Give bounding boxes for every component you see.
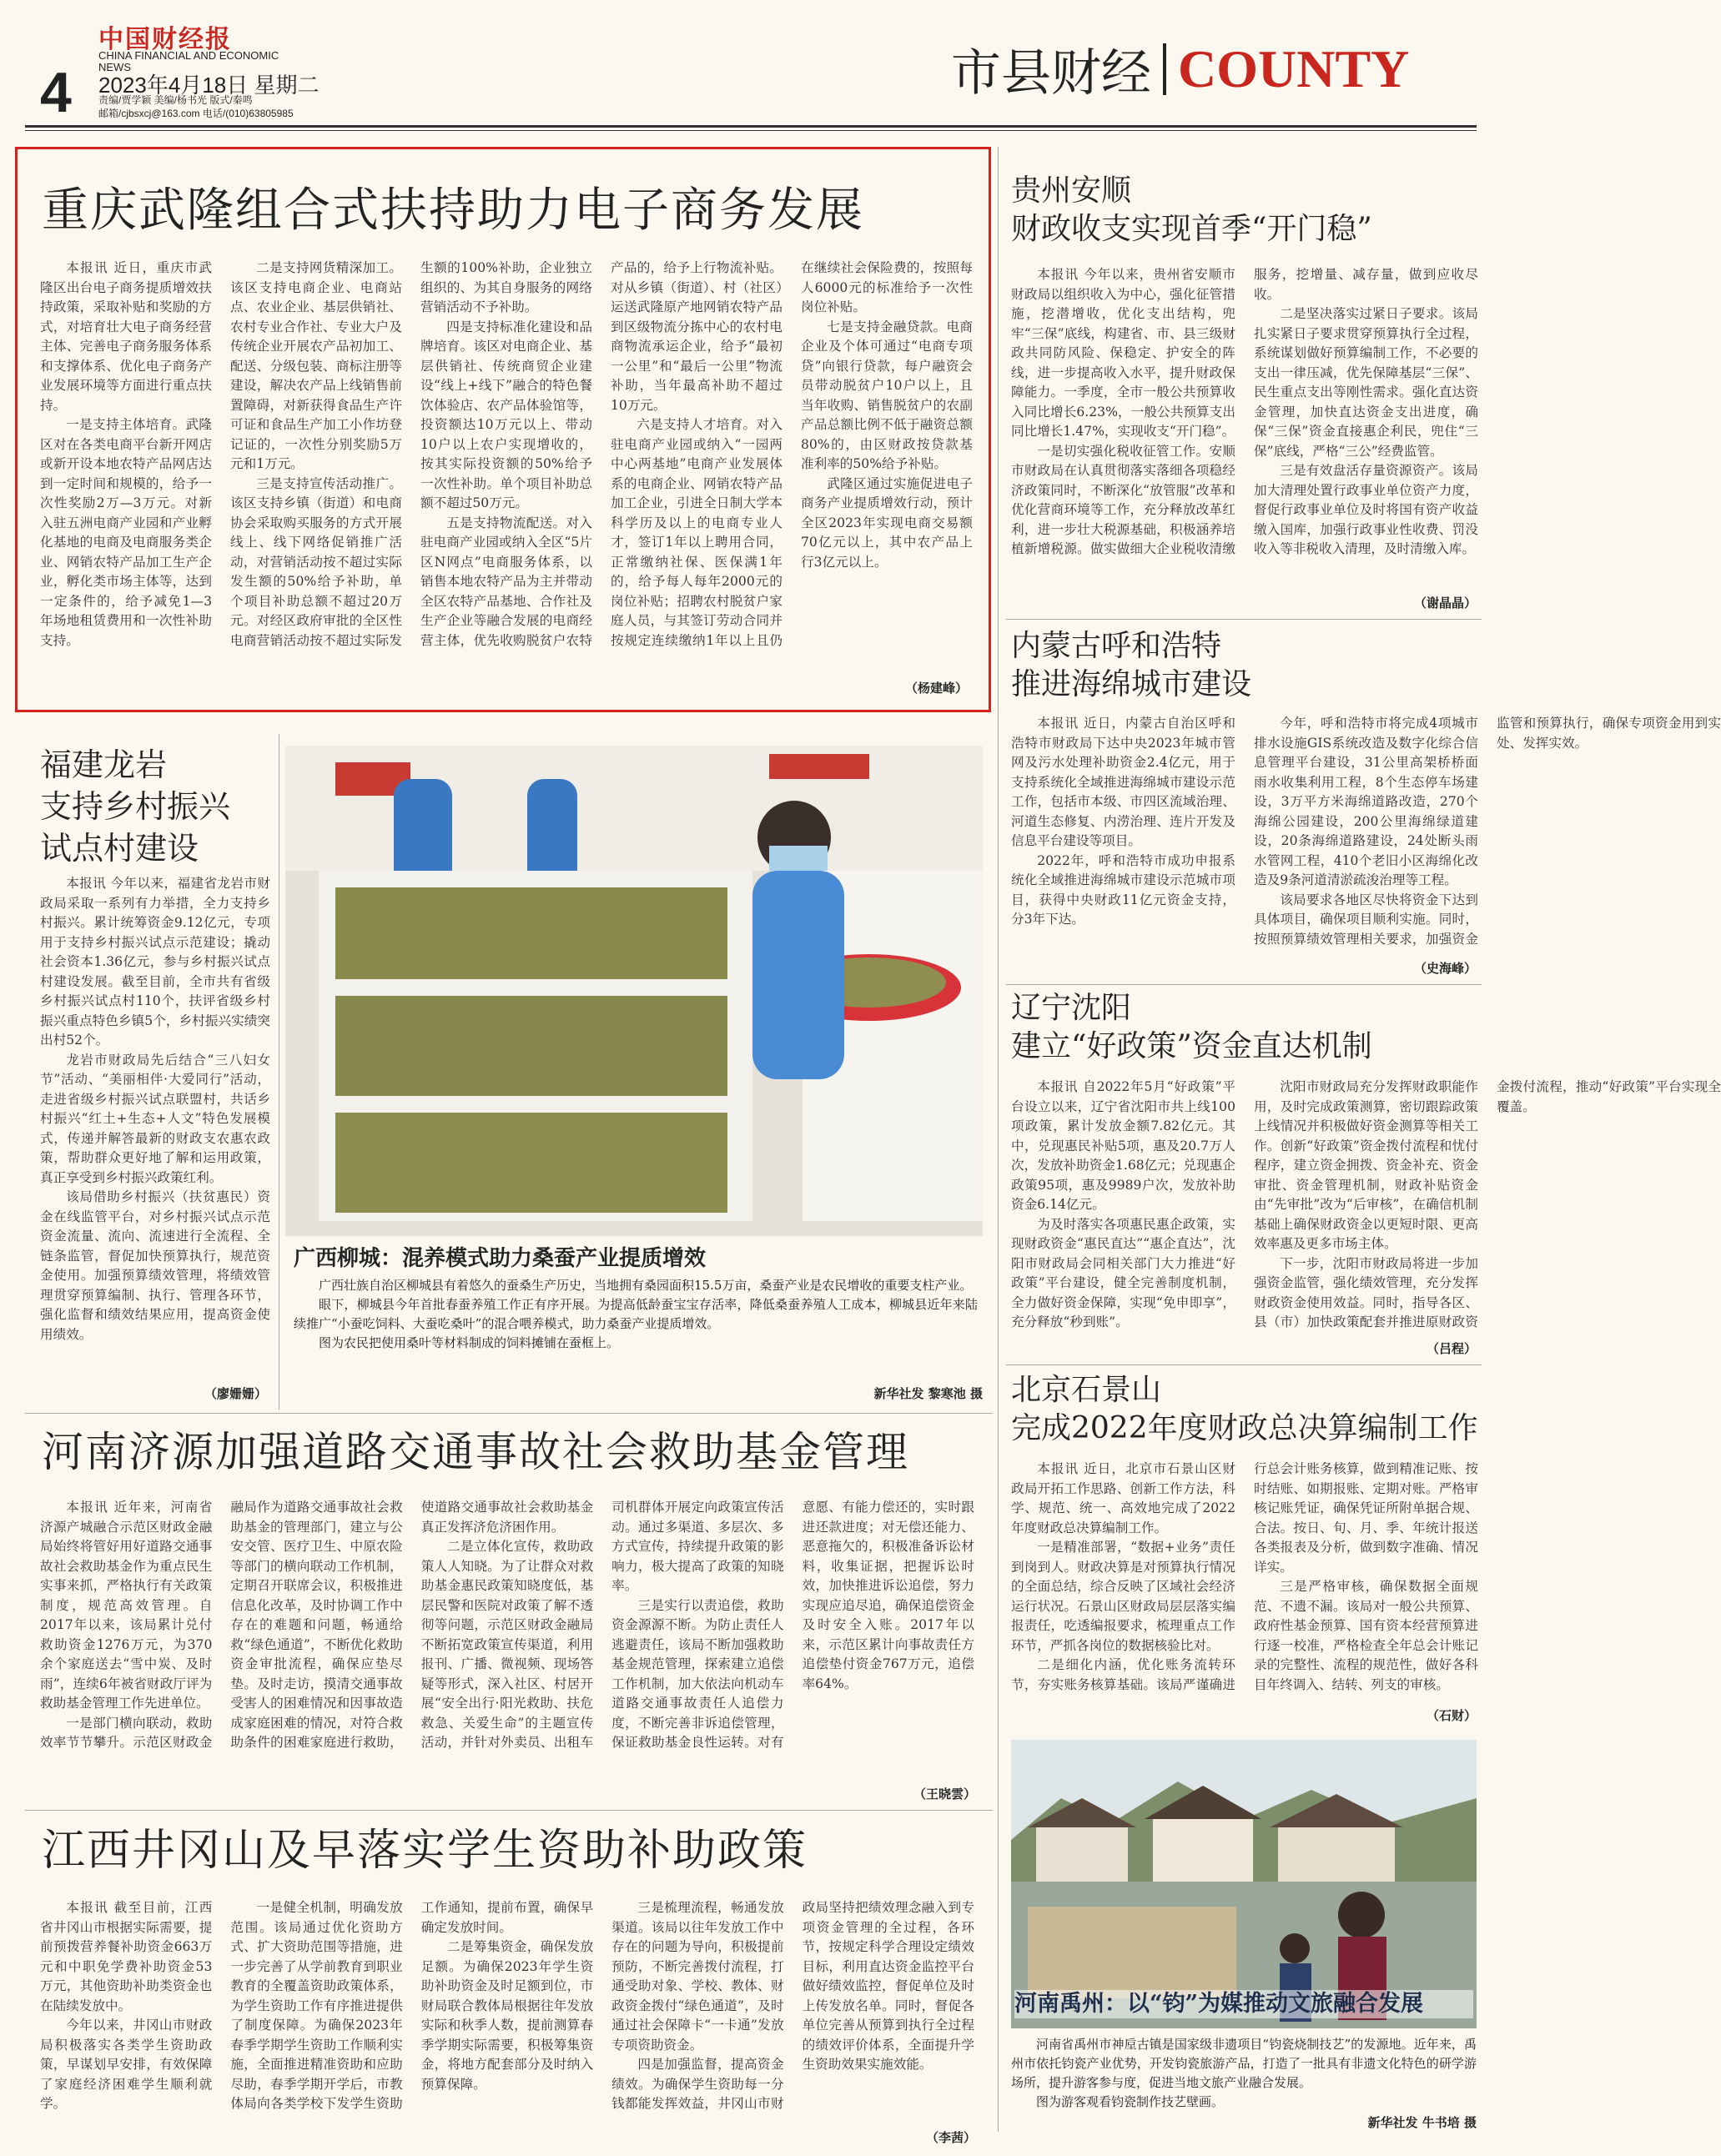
para: 三是梳理流程，畅通发放渠道。该局以往年发放工作中存在的问题为导向，积极提前预防，不断完善拨付流程，打通受助对象、学校、教体、财政资金拨付“绿色通道”，及时通过社会保障卡“一卡通”发放专项资助资金。 bbox=[611, 1900, 784, 2053]
article-anshun-body bbox=[1011, 265, 1478, 597]
divider bbox=[25, 1413, 993, 1414]
divider bbox=[1006, 984, 1482, 985]
para: 本报讯 今年以来，福建省龙岩市财政局采取一系列有力举措，全力支持乡村振兴。累计统筹资金9.12亿元，专项用于支持乡村振兴试点示范建设；撬动社会资本1.36亿元，参与乡村振兴试点村建设发展。截至目前，全市共有省级乡村振兴试点村110个，扶评省级乡村振兴重点特色乡镇5个，乡村振兴实绩突出村52个。 bbox=[40, 876, 270, 1048]
article-anshun-author: （谢晶晶） bbox=[1413, 596, 1477, 611]
article-jiyuan-author: （王晓雲） bbox=[913, 1787, 976, 1802]
para: 六是支持人才培育。对入驻电商产业园或纳入“一园两中心两基地”电商产业发展体系的电商企业、网销农特产品加工企业，引进全日制大学本科学历及以上的电商专业人才，签订1年以上聘用合同，正常缴纳社保、医保满1年的，给予每人每年2000元的岗位补贴；招聘农村脱贫户家庭人员，与其签订劳动合同并按规定连续缴纳1年以上且仍在继续社会保险费的，按照每人6000元的标准给予一次性岗位补贴。 bbox=[611, 260, 973, 648]
para: 二是坚决落实过紧日子要求。该局扎实紧日子要求贯穿预算执行全过程，系统谋划做好预算编制工作，不必要的支出一律压减，优先保障基层“三保”、民生重点支出等刚性需求。强化直达资金管理，加快直达资金支出进度，确保“三保”资金直接惠企利民，兜住“三保”底线，严格“三公”经费监管。 bbox=[1254, 306, 1478, 459]
para: 三是严格审核，确保数据全面规范、不遗不漏。该局对一般公共预算、政府性基金预算、国有资本经营预算进行逐一校准，严格检查全年总会计账记录的完整性、流程的规范性，做好各科目年终调入、结转、列支的审核。 bbox=[1254, 1579, 1478, 1692]
photo-liucheng-credit: 新华社发 黎寒池 摄 bbox=[873, 1386, 983, 1401]
article-wulong-author: （杨建峰） bbox=[904, 681, 968, 696]
article-shenyang-body bbox=[1011, 1078, 1721, 1346]
article-longyan-body bbox=[40, 874, 270, 1381]
para: 三是有效盘活存量资源资产。该局加大清理处置行政事业单位资产力度，督促行政事业单位及时将国有资产收益缴入国库，加强行政事业性收费、罚没收入等非税收入清理，及时清缴入库。 bbox=[1254, 463, 1478, 556]
photo-yuzhou bbox=[1011, 1740, 1477, 2028]
para: 一是健全机制，明确发放范围。该局通过优化资助方式、扩大资助范围等措施，进一步完善了从学前教育到职业教育的全覆盖资助政策体系，为学生资助工作有序推进提供了制度保障。为确保2023年春季学期学生资助工作顺利实施，全面推进精准资助和应助尽助，春季学期开学后，市教体局向各类学校下发学生资助工作通知，提前布置，确保早确定发放时间。 bbox=[230, 1900, 594, 2111]
header-rule bbox=[25, 125, 1477, 128]
para: 今年，呼和浩特市将完成4项城市排水设施GIS系统改造及数字化综合信息管理平台建设，31公里高架桥桥面雨水收集利用工程，8个生态停车场建设，3万平方米海绵道路改造，270个海绵公园建设，200公里海绵绿道建设，20条海绵道路建设，24处断头雨水管网工程，410个老旧小区海绵化改造及9条河道清淤疏浚治理等工程。 bbox=[1254, 716, 1478, 887]
article-hohhot-body bbox=[1011, 714, 1721, 964]
article-anshun-title: 贵州安顺 财政收支实现首季“开门稳” bbox=[1011, 173, 1372, 246]
article-jinggangshan-title: 江西井冈山及早落实学生资助补助政策 bbox=[42, 1826, 808, 1876]
para: 本报讯 近年来，河南省济源产城融合示范区财政金融局始终将管好用好道路交通事故社会救助基金作为重点民生实事来抓，严格执行有关政策制度，规范高效管理。自2017年以来，该局累计兑付救助资金1276万元，为370余个家庭送去“雪中炭、及时雨”，连续6年被省财政厅评为救助基金管理工作先进单位。 bbox=[40, 1500, 213, 1711]
para: 本报讯 今年以来，贵州省安顺市财政局以组织收入为中心，强化征管措施，挖潜增收，优化支出结构，兜牢“三保”底线，构建省、市、县三级财政共同防风险、保稳定、护安全的阵线，进一步提高收入水平，提升财政保障能力。一季度，全市一般公共预算收入同比增长6.23%，一般公共预算支出同比增长1.47%，实现收支“开门稳”。 bbox=[1011, 267, 1235, 439]
article-shijingshan-author: （石财） bbox=[1426, 1708, 1477, 1723]
para: 今年以来，井冈山市财政局积极落实各类学生资助政策，早谋划早安排，有效保障了家庭经济困难学生顺利就学。 bbox=[40, 2018, 213, 2111]
divider bbox=[1006, 619, 1482, 620]
article-hohhot-title: 内蒙古呼和浩特 推进海绵城市建设 bbox=[1011, 629, 1252, 701]
newspaper-logo-en: CHINA FINANCIAL AND ECONOMIC NEWS bbox=[98, 49, 279, 73]
para: 二是筹集资金，确保发放足额。为确保2023年学生资助补助资金及时足额到位，市财局联合教体局根据往年发放实际和秋季人数，提前测算春季学期实际需要，积极筹集资金，将地方配套部分及时纳入预算保障。 bbox=[420, 1939, 594, 2092]
para: 二是立体化宣传，救助政策人人知晓。为了让群众对救助基金惠民政策知晓度低，基层民警和医院对政策了解不透彻等问题，示范区财政金融局不断拓宽政策宣传渠道，利用报刊、广播、微视频、现场答疑等形式，深入社区、村居开展“安全出行·阳光救助、扶危救急、关爱生命”的主题宣传活动，并针对外卖员、出租车司机群体开展定向政策宣传活动。通过多渠道、多层次、多方式宣传，持续提升政策的影响力，极大提高了政策的知晓率。 bbox=[420, 1500, 784, 1750]
para: 本报讯 自2022年5月“好政策”平台设立以来，辽宁省沈阳市共上线100项政策，累计发放金额7.82亿元。其中，兑现惠民补贴5项，惠及20.7万人次，发放补助资金1.68亿元；兑现惠企政策95项，惠及9989户次，发放补助资金6.14亿元。 bbox=[1011, 1079, 1235, 1212]
para: 一是部门横向联动，救助效率节节攀升。示范区财政金融局作为道路交通事故社会救助基金的管理部门，建立与公安交管、医疗卫生、中原农险等部门的横向联动工作机制，定期召开联席会议，积极推进信息化改革，及时协调工作中存在的难题和问题，畅通给救“绿色通道”，不断优化救助资金审批流程，确保应垫尽垫。及时走访，摸清交通事故受害人的困难情况和因事故造成家庭困难的情况，对符合救助条件的困难家庭进行救助，使道路交通事故社会救助基金真正发挥济危济困作用。 bbox=[40, 1500, 594, 1750]
para: 本报讯 近日，内蒙古自治区呼和浩特市财政局下达中央2023年城市管网及污水处理补助资金2.4亿元，用于支持系统化全域推进海绵城市建设示范工作，包括市本级、市四区流域治理、河道生态修复、内涝治理、连片开发及信息平台建设等项目。 bbox=[1011, 716, 1235, 848]
editor-info: 责编/贾学颖 美编/杨书光 版式/秦鸣 邮箱/cjbsxcj@163.com 电话/(010)63805985 bbox=[98, 94, 294, 119]
article-jiyuan-body bbox=[40, 1498, 974, 1787]
para: 七是支持金融贷款。电商企业及个体可通过“电商专项贷”向银行贷款，每户融资会员带动脱贫户10户以上，且当年收购、销售脱贫户的农副产品总额比例不低于融资总额80%的，由区财政按贷款基准利率的50%给予补贴。 bbox=[801, 319, 973, 471]
article-shenyang-author: （吕程） bbox=[1426, 1341, 1477, 1356]
photo-yuzhou-title: 河南禹州：以“钧”为媒推动文旅融合发展 bbox=[1014, 1990, 1473, 2018]
article-shijingshan-body bbox=[1011, 1460, 1478, 1710]
divider bbox=[1006, 1364, 1482, 1365]
para: 为及时落实各项惠民惠企政策，实现财政资金“惠民直达”“惠企直达”，沈阳市财政局会同相关部门大力推进“好政策”平台建设，健全完善制度机制，全力做好资金保障，实现“免申即享”，充分释放“秒到账”。 bbox=[1011, 1216, 1235, 1329]
para: 二是支持网货精深加工。该区支持电商企业、电商站点、农业企业、基层供销社、农村专业合作社、专业大户及传统企业开展农产品初加工、配送、分级包装、商标注册等建设，解决农产品上线销售前置障碍，对新获得食品生产许可证和食品生产加工小作坊登记证的，一次性分别奖励5万元和1万元。 bbox=[230, 260, 402, 471]
column-divider bbox=[998, 147, 999, 2132]
para: 五是支持物流配送。对入驻电商产业园或纳入全区“5片区N网点”电商服务体系，以销售本地农特产品为主并带动全区农特产品基地、合作社及生产企业等融合发展的电商经营主体，优先收购脱贫户农特产品的，给予上行物流补贴。对从乡镇（街道）、村（社区）运送武隆原产地网销农特产品到区级物流分拣中心的农村电商物流承运企业，给予“最初一公里”和“最后一公里”物流补助，当年最高补助不超过10万元。 bbox=[420, 260, 783, 648]
section-title: 市县财经 COUNTY bbox=[951, 39, 1410, 103]
article-shijingshan-title: 北京石景山 完成2022年度财政总决算编制工作 bbox=[1011, 1373, 1478, 1445]
article-shenyang-title: 辽宁沈阳 建立“好政策”资金直达机制 bbox=[1011, 991, 1372, 1063]
para: 该局要求各地区尽快将资金下达到具体项目，确保项目顺利实施。同时，按照预算绩效管理相关要求，加强资金监管和预算执行，确保专项资金用到实处、发挥实效。 bbox=[1254, 716, 1721, 947]
article-longyan-title: 福建龙岩 支持乡村振兴 试点村建设 bbox=[40, 746, 231, 867]
para: 二是细化内涵，优化账务流转环节，夯实账务核算基础。该局严谨确进行总会计账务核算，做到精准记账、按时结账、如期报账、定期对账。严格审核记账凭证，确保凭证所附单据合规、合法。按日、旬、月、季、年统计报送各类报表及分析，做到数字准确、情况详实。 bbox=[1011, 1461, 1478, 1692]
para: 武隆区通过实施促进电子商务产业提质增效行动，预计全区2023年实现电商交易额70亿元以上，其中农产品上行3亿元以上。 bbox=[801, 475, 973, 570]
photo-yuzhou-caption: 河南省禹州市神垕古镇是国家级非遗项目“钧瓷烧制技艺”的发源地。近年来，禹州市依托钧瓷产业优势，开发钧瓷旅游产品，打造了一批具有非遗文化特色的研学游场所，提升游客参与度，促进当地文旅产业融合发展。 图为游客观看钧瓷制作技艺壁画。 bbox=[1011, 2037, 1477, 2109]
para: 一是支持主体培育。武隆区对在各类电商平台新开网店或新开设本地农特产品网店达到一定时间和规模的，给予一次性奖励2万—3万元。对新入驻五洲电商产业园和产业孵化基地的电商及电商服务类企业、网销农特产品加工生产企业，孵化类市场主体等，达到一定条件的，给予减免1—3年场地租赁费用和一次性补助支持。 bbox=[40, 417, 212, 648]
photo-yuzhou-image bbox=[1011, 1740, 1477, 2028]
para: 龙岩市财政局先后结合“三八妇女节”活动、“美丽相伴·大爱同行”活动，走进省级乡村振兴试点联盟村，共话乡村振兴“红土+生态+人文”特色发展模式，传递并解答最新的财政支农惠农政策，帮助群众更好地了解和运用政策，真正享受到乡村振兴政策红利。 bbox=[40, 1052, 270, 1185]
article-jinggangshan-author: （李茜） bbox=[925, 2130, 976, 2145]
para: 三是支持宣传活动推广。该区支持乡镇（街道）和电商协会采取购买服务的方式开展线上、线下网络促销推广活动，对营销活动按不超过实际发生额的50%给予补助，单个项目补助总额不超过20万元。对经区政府审批的全区性电商营销活动按不超过实际发生额的100%补助，企业独立组织的、为其自身服务的网络营销活动不予补助。 bbox=[230, 260, 592, 648]
para: 四是支持标准化建设和品牌培育。该区对电商企业、基层供销社、传统商贸企业建设“线上+线下”融合的特色餐饮体验店、农产品体验馆等，投资额达10万元以上、带动10户以上农户实现增收的，按其实际投资额的50%给予一次性补助。单个项目补助总额不超过50万元。 bbox=[420, 319, 592, 510]
para: 本报讯 近日，重庆市武隆区出台电子商务提质增效扶持政策，采取补贴和奖励的方式，对培育壮大电子商务经营主体、完善电子商务服务体系和支撑体系、优化电子商务产业发展环境等方面进行重点扶持。 bbox=[40, 260, 212, 413]
photo-liucheng bbox=[285, 746, 983, 1236]
para: 下一步，沈阳市财政局将进一步加强资金监管，强化绩效管理，充分发挥财政资金使用效益。同时，指导各区、县（市）加快政策配套并推进原财政资金拨付流程，推动“好政策”平台实现全覆盖。 bbox=[1254, 1079, 1721, 1329]
para: 2022年，呼和浩特市成功申报系统化全域推进海绵城市建设示范城市项目，获得中央财政11亿元资金支持，分3年下达。 bbox=[1011, 852, 1235, 927]
para: 沈阳市财政局充分发挥财政职能作用，及时完成政策测算，密切跟踪政策上线情况并积极做好资金测算等相关工作。创新“好政策”资金拨付流程和忧付程序，建立资金拥拨、资金补充、资金审批、资金管理机制，财政补贴资金由“先审批”改为“后审核”，在确信机制基础上确保财政资金以更短时限、更高效率惠及更多市场主体。 bbox=[1254, 1079, 1478, 1251]
para: 该局借助乡村振兴（扶贫惠民）资金在线监管平台，对乡村振兴试点示范资金流量、流向、流速进行全流程、全链条监管，督促加快预算执行，规范资金使用。加强预算绩效管理，将绩效管理贯穿预算编制、执行、管理各环节，强化监督和绩效结果应用，提高资金使用绩效。 bbox=[40, 1189, 270, 1342]
article-wulong-body bbox=[40, 259, 973, 682]
header-rule-thin bbox=[25, 130, 1477, 131]
photo-liucheng-caption: 广西壮族自治区柳城县有着悠久的蚕桑生产历史，当地拥有桑园面积15.5万亩，桑蚕产业是农民增收的重要支柱产业。 眼下，柳城县今年首批春蚕养殖工作正有序开展。为提高低龄蚕宝宝存活率，降低桑蚕养殖人工成本，柳城县近年来陆续推广“小蚕吃饲料、大蚕吃桑叶”的混合喂养模式，助力桑蚕产业提质增效。 图为农民把使用桑叶等材料制成的饲料摊铺在蚕框上。 bbox=[294, 1278, 978, 1350]
para: 一是精准部署，“数据+业务”责任到岗到人。财政决算是对预算执行情况的全面总结，综合反映了区域社会经济运行状况。石景山区财政局层层落实编报责任，吃透编报要求，梳理重点工作环节，严抓各岗位的数据核验比对。 bbox=[1011, 1540, 1235, 1653]
divider bbox=[25, 1810, 993, 1811]
article-hohhot-author: （史海峰） bbox=[1413, 961, 1477, 976]
para: 一是切实强化税收征管工作。安顺市财政局在认真贯彻落实落细各项稳经济政策同时，不断深化“放管服”改革和优化营商环境等工作，充分释放改革红利，进一步壮大税源基础，积极涵养培植新增税源。做实做细大企业税收清缴服务，挖增量、减存量，做到应收尽收。 bbox=[1011, 267, 1478, 556]
issue-date: 2023年4月18日 星期二 bbox=[98, 73, 320, 98]
photo-yuzhou-credit: 新华社发 牛书培 摄 bbox=[1367, 2115, 1477, 2130]
photo-liucheng-image bbox=[285, 746, 983, 1236]
article-longyan-author: （廖姗姗） bbox=[204, 1386, 267, 1401]
para: 本报讯 截至目前，江西省井冈山市根据实际需要，提前预拨营养餐补助资金663万元和中职免学费补助资金53万元，其他资助补助类资金也在陆续发放中。 bbox=[40, 1900, 213, 2013]
page-number: 4 bbox=[40, 61, 72, 124]
photo-liucheng-title: 广西柳城：混养模式助力桑蚕产业提质增效 bbox=[294, 1246, 707, 1271]
para: 四是加强监督，提高资金绩效。为确保学生资助每一分钱都能发挥效益，井冈山市财政局坚持把绩效理念融入到专项资金管理的全过程，各环节，按规定科学合理设定绩效目标，利用直达资金监控平台做好绩效监控，督促单位及时上传发放名单。同时，督促各单位完善从预算到执行全过程的绩效评价体系，全面提升学生资助效果实施效能。 bbox=[611, 1900, 974, 2111]
article-wulong-title: 重庆武隆组合式扶持助力电子商务发展 bbox=[42, 183, 864, 238]
para: 三是实行以责追偿，救助资金源源不断。为防止责任人逃避责任，该局不断加强救助基金规范管理，探索建立追偿工作机制，加大依法向机动车道路交通事故责任人追偿力度，不断完善非诉追偿管理，保证救助基金良性运转。对有意愿、有能力偿还的，实时跟进还款进度；对无偿还能力、恶意拖欠的，积极准备诉讼材料，收集证据，把握诉讼时效，加快推进诉讼追偿，努力实现应追尽追，确保追偿资金及时安全入账。2017年以来，示范区累计向事故责任方追偿垫付资金767万元，追偿率64%。 bbox=[611, 1500, 974, 1750]
newspaper-logo: 中国财经报 bbox=[98, 25, 232, 54]
article-jinggangshan-body bbox=[40, 1898, 974, 2140]
article-jiyuan-title: 河南济源加强道路交通事故社会救助基金管理 bbox=[42, 1428, 909, 1476]
para: 本报讯 近日，北京市石景山区财政局开拓工作思路、创新工作方法，科学、规范、统一、高效地完成了2022年度财政总决算编制工作。 bbox=[1011, 1461, 1235, 1535]
